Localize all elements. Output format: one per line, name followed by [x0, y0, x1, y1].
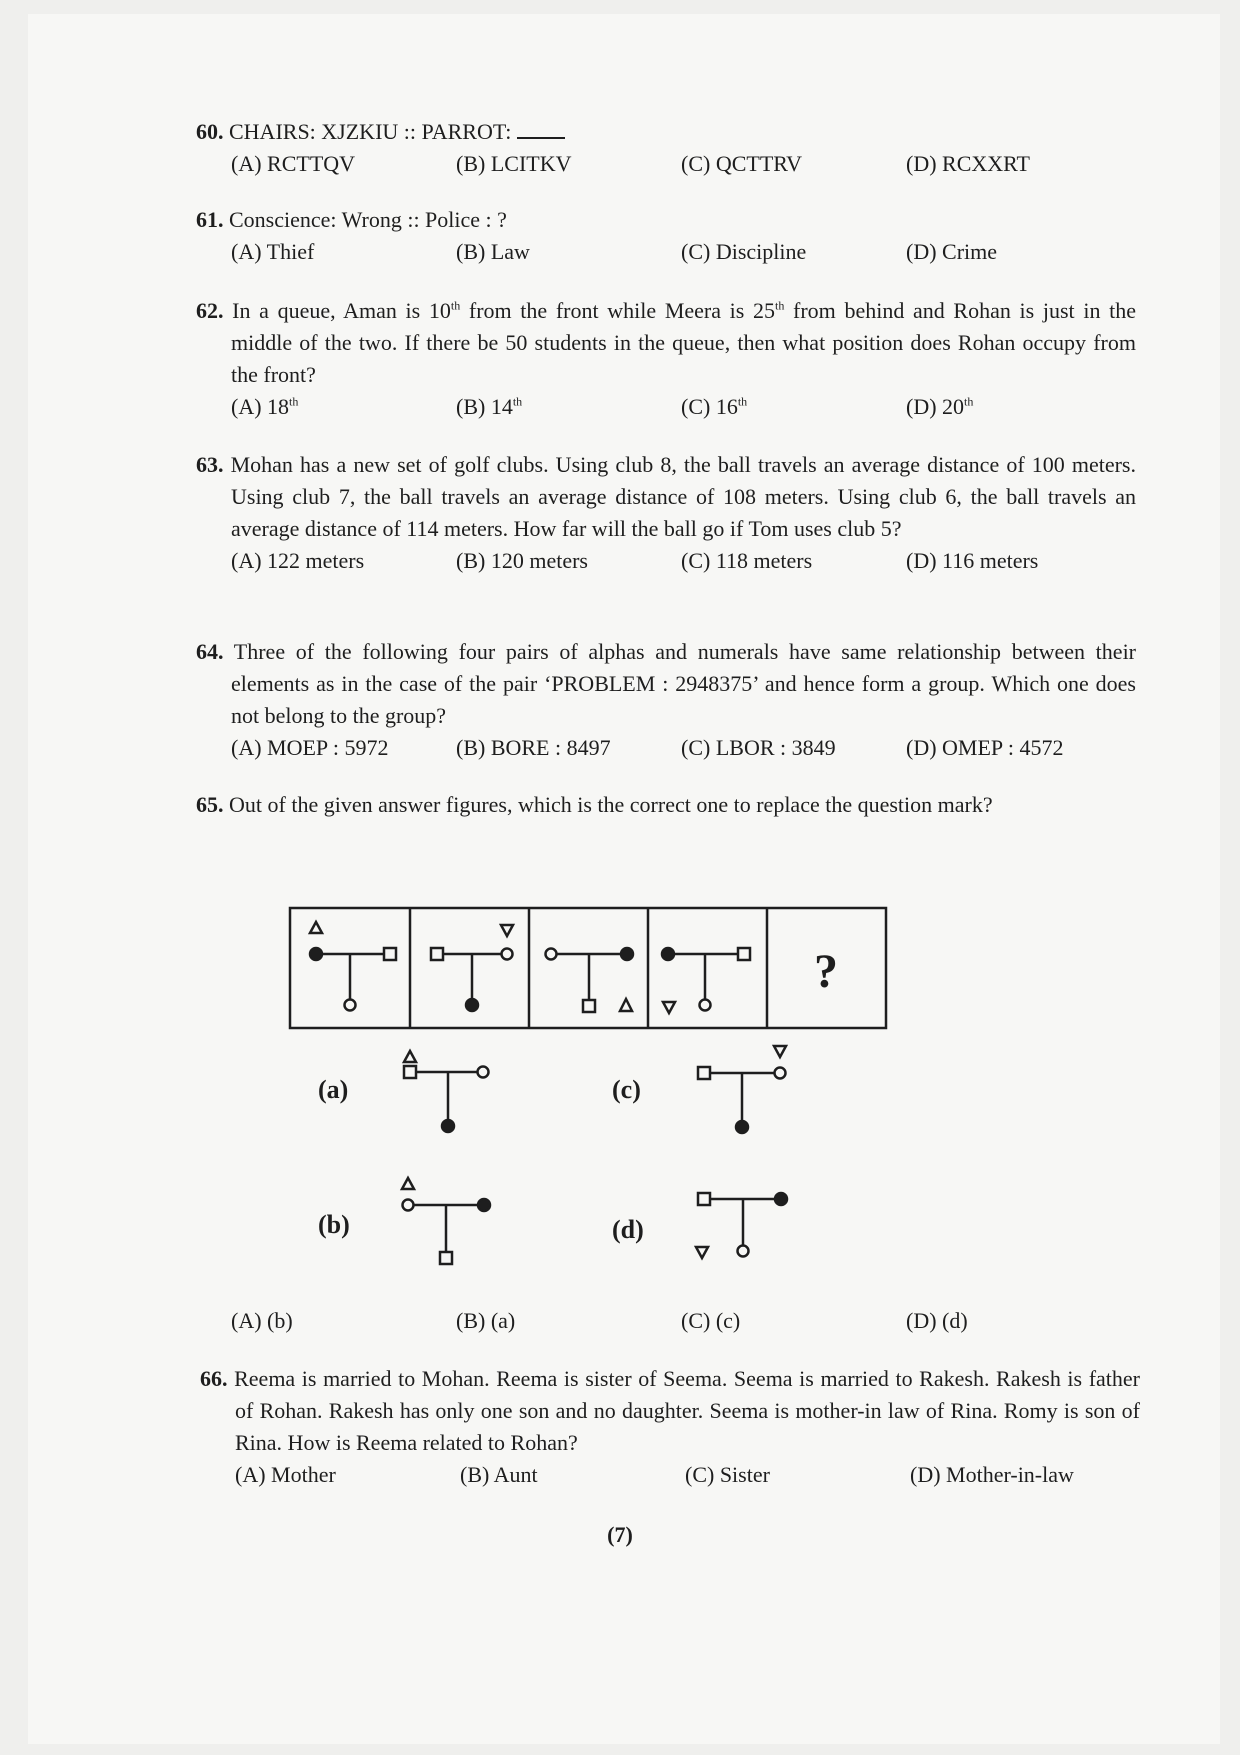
option-b: (B) 14th: [456, 394, 523, 419]
option-a: (A) RCTTQV: [231, 151, 356, 176]
question-number: 62.: [196, 298, 224, 323]
hollow-circle-icon: [478, 1067, 489, 1078]
question-text: Conscience: Wrong :: Police : ?: [229, 207, 507, 232]
option-d: (D) 20th: [906, 394, 974, 419]
problem-figure-3: [546, 948, 634, 1012]
option-c: (C) QCTTRV: [681, 151, 803, 176]
option-a: (A) Mother: [235, 1462, 336, 1487]
question-text: CHAIRS: XJZKIU :: PARROT:: [229, 119, 512, 144]
filled-dot-icon: [466, 999, 478, 1011]
hollow-circle-icon: [546, 949, 557, 960]
hollow-circle-icon: [403, 1200, 414, 1211]
problem-figure-4: [662, 948, 750, 1013]
option-d: (D) OMEP : 4572: [906, 735, 1064, 760]
hollow-circle-icon: [738, 1246, 749, 1257]
question-mark: ?: [814, 945, 838, 998]
answer-label-b: (b): [318, 1210, 350, 1239]
answer-label-a: (a): [318, 1075, 349, 1104]
question-number: 60.: [196, 119, 224, 144]
option-a: (A) MOEP : 5972: [231, 735, 389, 760]
triangle-up-icon: [402, 1178, 414, 1189]
triangle-up-icon: [404, 1051, 416, 1062]
problem-figure-1: [310, 922, 396, 1011]
square-icon: [440, 1252, 452, 1264]
option-d: (D) RCXXRT: [906, 151, 1030, 176]
square-icon: [738, 948, 750, 960]
option-a: (A) 18th: [231, 394, 299, 419]
option-b: (B) (a): [456, 1308, 516, 1333]
answer-figure-a: [404, 1051, 489, 1132]
question-text: In a queue, Aman is 10th from the front while Meera is 25th from behind and Rohan is just in the middle of the two. If there be 50 students in the queue, then what position does Rohan occupy from the front?: [231, 298, 1136, 387]
filled-dot-icon: [736, 1121, 748, 1133]
page-number: (7): [607, 1522, 633, 1547]
answer-figure-c: [698, 1046, 786, 1133]
hollow-circle-icon: [502, 949, 513, 960]
option-b: (B) LCITKV: [456, 151, 572, 176]
option-c: (C) Discipline: [681, 239, 807, 264]
options-row: [235, 1459, 1140, 1491]
option-d: (D) 116 meters: [906, 548, 1039, 573]
option-d: (D) Crime: [906, 239, 998, 264]
square-icon: [404, 1066, 416, 1078]
square-icon: [698, 1193, 710, 1205]
question-number: 64.: [196, 639, 224, 664]
option-b: (B) BORE : 8497: [456, 735, 611, 760]
answer-figure-d: [696, 1193, 787, 1258]
answer-figure-b: [402, 1178, 490, 1264]
option-a: (A) 122 meters: [231, 548, 365, 573]
triangle-up-icon: [310, 922, 322, 933]
option-b: (B) 120 meters: [456, 548, 588, 573]
question-65-options: [196, 1305, 1136, 1337]
problem-figure-2: [431, 925, 513, 1011]
option-c: (C) Sister: [685, 1462, 770, 1487]
option-b: (B) Aunt: [460, 1462, 538, 1487]
option-c: (C) 16th: [681, 394, 748, 419]
question-number: 61.: [196, 207, 224, 232]
triangle-down-icon: [696, 1247, 708, 1258]
filled-dot-icon: [478, 1199, 490, 1211]
question-text: Three of the following four pairs of alphas and numerals have same relationship between their elements as in the case of the pair ‘PROBLEM : 2948375’ and hence form a group. Which one does not belong to the group?: [231, 639, 1137, 728]
question-text: Mohan has a new set of golf clubs. Using club 8, the ball travels an average distance of 100 meters. Using club 7, the ball travels an average distance of 108 meters. Using club 6, the ball travels an average distance of 114 meters. How far will the ball go if Tom uses club 5?: [230, 452, 1136, 541]
option-c: (C) LBOR : 3849: [681, 735, 836, 760]
question-number: 65.: [196, 792, 224, 817]
triangle-down-icon: [774, 1046, 786, 1057]
question-66: [200, 1363, 1140, 1491]
hollow-circle-icon: [345, 1000, 356, 1011]
options-row: [231, 1305, 1136, 1337]
filled-dot-icon: [621, 948, 633, 960]
filled-dot-icon: [442, 1120, 454, 1132]
option-d: (D) (d): [906, 1308, 968, 1333]
option-c: (C) (c): [681, 1308, 741, 1333]
hollow-circle-icon: [775, 1068, 786, 1079]
question-number: 63.: [196, 452, 224, 477]
option-a: (A) Thief: [231, 239, 315, 264]
option-d: (D) Mother-in-law: [910, 1462, 1074, 1487]
filled-dot-icon: [775, 1193, 787, 1205]
question-text: Reema is married to Mohan. Reema is sister of Seema. Seema is married to Rakesh. Rakesh is father of Rohan. Rakesh has only one son and no daughter. Seema is mother-in law of Rina. Romy is son of Rina. How is Reema related to Rohan?: [234, 1366, 1140, 1455]
question-number: 66.: [200, 1366, 228, 1391]
hollow-circle-icon: [700, 1000, 711, 1011]
triangle-down-icon: [663, 1002, 675, 1013]
option-c: (C) 118 meters: [681, 548, 813, 573]
square-icon: [583, 1000, 595, 1012]
triangle-up-icon: [620, 999, 632, 1011]
answer-label-d: (d): [612, 1215, 644, 1244]
square-icon: [384, 948, 396, 960]
square-icon: [431, 948, 443, 960]
triangle-down-icon: [501, 925, 513, 936]
question-text: Out of the given answer figures, which is the correct one to replace the question mark?: [229, 792, 993, 817]
option-b: (B) Law: [456, 239, 530, 264]
answer-label-c: (c): [612, 1075, 641, 1104]
option-a: (A) (b): [231, 1308, 293, 1333]
square-icon: [698, 1067, 710, 1079]
